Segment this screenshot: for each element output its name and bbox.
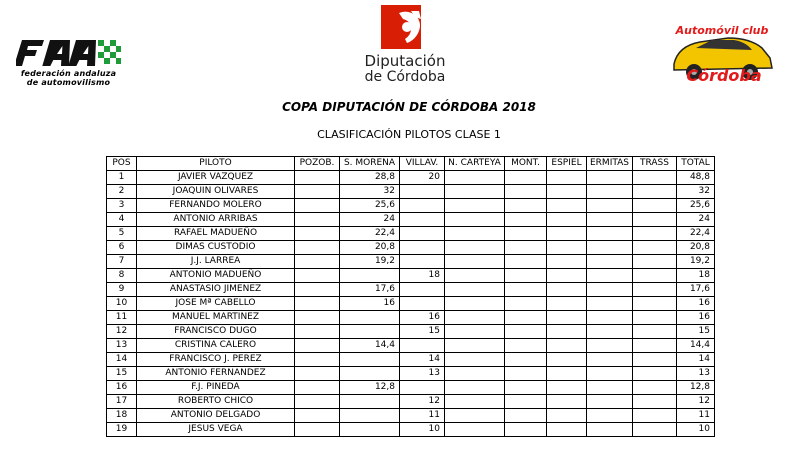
cell-total: 24 [677,213,715,227]
cell-ermitas [587,423,633,437]
cell-piloto: ANTONIO DELGADO [137,409,295,423]
cell-montilla [505,185,547,199]
cell-trass [633,311,677,325]
column-header-villaviciosa: VILLAV. [400,157,445,171]
cell-pos: 8 [107,269,137,283]
cell-total: 16 [677,297,715,311]
column-header-espiel: ESPIEL [547,157,587,171]
cell-total: 16 [677,311,715,325]
cell-nueva-carteya [445,227,505,241]
cell-pozoblanco [295,199,340,213]
cell-nueva-carteya [445,339,505,353]
cell-pos: 3 [107,199,137,213]
cell-nueva-carteya [445,241,505,255]
cell-pos: 14 [107,353,137,367]
cell-pozoblanco [295,241,340,255]
cell-pos: 5 [107,227,137,241]
cell-sierra-morena [340,409,400,423]
cell-piloto: ANTONIO FERNANDEZ [137,367,295,381]
cell-nueva-carteya [445,297,505,311]
cell-espiel [547,353,587,367]
cell-piloto: ROBERTO CHICO [137,395,295,409]
cell-trass [633,241,677,255]
cell-villaviciosa [400,213,445,227]
cell-nueva-carteya [445,269,505,283]
cell-total: 12 [677,395,715,409]
cell-trass [633,367,677,381]
faa-name-line1: federación andaluza [20,69,117,78]
cell-trass [633,395,677,409]
cell-total: 19,2 [677,255,715,269]
cell-villaviciosa [400,185,445,199]
cell-trass [633,353,677,367]
cell-montilla [505,269,547,283]
table-row [107,367,715,381]
cell-pozoblanco [295,269,340,283]
cell-villaviciosa [400,199,445,213]
cell-montilla [505,409,547,423]
column-header-piloto: PILOTO [137,157,295,171]
cell-sierra-morena [340,269,400,283]
cell-trass [633,339,677,353]
column-header-pos: POS [107,157,137,171]
cell-piloto: MANUEL MARTINEZ [137,311,295,325]
cell-piloto: JOSE Mª CABELLO [137,297,295,311]
cell-sierra-morena: 17,6 [340,283,400,297]
cell-espiel [547,395,587,409]
cell-villaviciosa [400,339,445,353]
cell-nueva-carteya [445,311,505,325]
cell-villaviciosa: 10 [400,423,445,437]
cell-villaviciosa [400,227,445,241]
cell-montilla [505,311,547,325]
cell-ermitas [587,325,633,339]
cell-montilla [505,227,547,241]
cell-pozoblanco [295,409,340,423]
cell-piloto: ANASTASIO JIMENEZ [137,283,295,297]
page-subtitle: CLASIFICACIÓN PILOTOS CLASE 1 [317,128,501,141]
cell-piloto: JOAQUIN OLIVARES [137,185,295,199]
cell-espiel [547,423,587,437]
cell-ermitas [587,227,633,241]
cell-nueva-carteya [445,423,505,437]
cell-sierra-morena: 22,4 [340,227,400,241]
table-row [107,185,715,199]
table-row [107,381,715,395]
cell-espiel [547,185,587,199]
table-row [107,339,715,353]
cell-total: 17,6 [677,283,715,297]
cell-pos: 19 [107,423,137,437]
faa-checkered-flag-logo [16,38,121,68]
cell-ermitas [587,255,633,269]
cell-piloto: ANTONIO ARRIBAS [137,213,295,227]
diputacion-subname: de Córdoba [364,69,446,85]
cell-piloto: CRISTINA CALERO [137,339,295,353]
cell-piloto: JAVIER VAZQUEZ [137,171,295,185]
column-header-trass: TRASS [633,157,677,171]
page-title: COPA DIPUTACIÓN DE CÓRDOBA 2018 [282,100,536,114]
cell-piloto: FRANCISCO J. PEREZ [137,353,295,367]
cell-trass [633,423,677,437]
cell-sierra-morena: 32 [340,185,400,199]
cell-espiel [547,339,587,353]
table-body [107,171,715,437]
cell-total: 20,8 [677,241,715,255]
cell-pos: 13 [107,339,137,353]
cell-trass [633,255,677,269]
cell-trass [633,171,677,185]
cell-ermitas [587,367,633,381]
cell-sierra-morena: 14,4 [340,339,400,353]
cell-piloto: FERNANDO MOLERO [137,199,295,213]
cell-pos: 4 [107,213,137,227]
cell-villaviciosa [400,297,445,311]
cell-espiel [547,241,587,255]
cell-pos: 18 [107,409,137,423]
cell-sierra-morena: 19,2 [340,255,400,269]
cell-ermitas [587,213,633,227]
cell-pos: 10 [107,297,137,311]
cell-trass [633,227,677,241]
cell-sierra-morena: 24 [340,213,400,227]
table-row [107,283,715,297]
column-header-montilla: MONT. [505,157,547,171]
cell-villaviciosa: 11 [400,409,445,423]
cell-trass [633,325,677,339]
cell-montilla [505,423,547,437]
cell-total: 32 [677,185,715,199]
cell-sierra-morena [340,423,400,437]
column-header-sierra-morena: S. MORENA [340,157,400,171]
cell-villaviciosa: 20 [400,171,445,185]
cell-trass [633,269,677,283]
cell-pozoblanco [295,185,340,199]
classification-table [106,156,715,437]
cell-pos: 17 [107,395,137,409]
cell-total: 11 [677,409,715,423]
cell-espiel [547,381,587,395]
cell-piloto: J.J. LARREA [137,255,295,269]
table-row [107,325,715,339]
table-row [107,353,715,367]
column-header-total: TOTAL [677,157,715,171]
table-row [107,199,715,213]
cell-total: 12,8 [677,381,715,395]
cell-trass [633,297,677,311]
cell-montilla [505,325,547,339]
cell-pos: 16 [107,381,137,395]
cell-ermitas [587,241,633,255]
cell-sierra-morena [340,395,400,409]
table-row [107,227,715,241]
cell-montilla [505,199,547,213]
cell-total: 15 [677,325,715,339]
cell-espiel [547,283,587,297]
cell-pos: 2 [107,185,137,199]
cell-ermitas [587,199,633,213]
cell-trass [633,409,677,423]
cell-espiel [547,297,587,311]
cell-piloto: F.J. PINEDA [137,381,295,395]
table-row [107,423,715,437]
cell-total: 14,4 [677,339,715,353]
cell-sierra-morena: 20,8 [340,241,400,255]
diputacion-emblem-icon [381,5,429,49]
cell-piloto: ANTONIO MADUEÑO [137,269,295,283]
diputacion-name: Diputación [364,52,446,70]
cell-montilla [505,367,547,381]
faa-logo [6,38,131,88]
cell-espiel [547,171,587,185]
cell-espiel [547,213,587,227]
cell-villaviciosa: 14 [400,353,445,367]
cell-ermitas [587,381,633,395]
faa-name-line2: de automovilismo [26,78,111,87]
cell-pozoblanco [295,339,340,353]
cell-espiel [547,227,587,241]
cell-pos: 6 [107,241,137,255]
table-row [107,409,715,423]
cell-ermitas [587,283,633,297]
cell-sierra-morena [340,353,400,367]
cell-pozoblanco [295,227,340,241]
column-header-ermitas: ERMITAS [587,157,633,171]
cell-trass [633,199,677,213]
cell-sierra-morena: 12,8 [340,381,400,395]
table-row [107,269,715,283]
cell-nueva-carteya [445,409,505,423]
cell-pos: 11 [107,311,137,325]
cell-trass [633,381,677,395]
cell-pozoblanco [295,353,340,367]
cell-total: 10 [677,423,715,437]
club-name-top: Automóvil club [675,24,769,37]
cell-montilla [505,381,547,395]
cell-pozoblanco [295,395,340,409]
cell-espiel [547,367,587,381]
cell-pozoblanco [295,297,340,311]
cell-pos: 1 [107,171,137,185]
cell-espiel [547,269,587,283]
cell-nueva-carteya [445,283,505,297]
cell-villaviciosa [400,283,445,297]
cell-trass [633,185,677,199]
cell-sierra-morena [340,325,400,339]
cell-espiel [547,325,587,339]
cell-pozoblanco [295,255,340,269]
cell-pozoblanco [295,325,340,339]
table-row [107,241,715,255]
cell-villaviciosa [400,381,445,395]
cell-sierra-morena [340,367,400,381]
cell-pozoblanco [295,311,340,325]
cell-nueva-carteya [445,199,505,213]
cell-piloto: DIMAS CUSTODIO [137,241,295,255]
cell-pozoblanco [295,171,340,185]
cell-ermitas [587,185,633,199]
cell-total: 22,4 [677,227,715,241]
cell-ermitas [587,339,633,353]
cell-nueva-carteya [445,255,505,269]
column-header-nueva-carteya: N. CARTEYA [445,157,505,171]
table-row [107,255,715,269]
cell-sierra-morena [340,311,400,325]
cell-villaviciosa [400,255,445,269]
cell-total: 48,8 [677,171,715,185]
cell-montilla [505,171,547,185]
cell-montilla [505,339,547,353]
cell-ermitas [587,297,633,311]
cell-villaviciosa: 15 [400,325,445,339]
cell-nueva-carteya [445,185,505,199]
cell-nueva-carteya [445,213,505,227]
club-name-bottom: Córdoba [686,66,762,85]
cell-espiel [547,409,587,423]
automovil-club-logo [666,22,778,88]
cell-total: 14 [677,353,715,367]
table-header-row [107,157,715,171]
cell-trass [633,283,677,297]
table-row [107,171,715,185]
cell-villaviciosa: 16 [400,311,445,325]
cell-pozoblanco [295,423,340,437]
cell-villaviciosa [400,241,445,255]
cell-total: 18 [677,269,715,283]
cell-trass [633,213,677,227]
cell-villaviciosa: 18 [400,269,445,283]
cell-montilla [505,297,547,311]
cell-ermitas [587,311,633,325]
cell-pozoblanco [295,381,340,395]
cell-sierra-morena: 25,6 [340,199,400,213]
cell-ermitas [587,395,633,409]
cell-piloto: JESUS VEGA [137,423,295,437]
cell-nueva-carteya [445,325,505,339]
column-header-pozoblanco: POZOB. [295,157,340,171]
cell-nueva-carteya [445,395,505,409]
cell-sierra-morena: 28,8 [340,171,400,185]
table-row [107,311,715,325]
table-row [107,297,715,311]
cell-pos: 12 [107,325,137,339]
cell-montilla [505,241,547,255]
cell-pozoblanco [295,213,340,227]
cell-villaviciosa: 12 [400,395,445,409]
cell-piloto: RAFAEL MADUEÑO [137,227,295,241]
cell-pos: 9 [107,283,137,297]
cell-espiel [547,311,587,325]
cell-espiel [547,255,587,269]
cell-villaviciosa: 13 [400,367,445,381]
cell-ermitas [587,409,633,423]
table-row [107,213,715,227]
cell-pozoblanco [295,283,340,297]
cell-ermitas [587,171,633,185]
cell-ermitas [587,269,633,283]
diputacion-logo [355,5,455,87]
cell-espiel [547,199,587,213]
cell-nueva-carteya [445,367,505,381]
cell-montilla [505,353,547,367]
table-row [107,395,715,409]
cell-pozoblanco [295,367,340,381]
cell-montilla [505,255,547,269]
cell-piloto: FRANCISCO DUGO [137,325,295,339]
cell-sierra-morena: 16 [340,297,400,311]
cell-pos: 7 [107,255,137,269]
cell-nueva-carteya [445,353,505,367]
cell-montilla [505,283,547,297]
cell-nueva-carteya [445,171,505,185]
cell-nueva-carteya [445,381,505,395]
cell-pos: 15 [107,367,137,381]
cell-total: 13 [677,367,715,381]
cell-montilla [505,213,547,227]
cell-ermitas [587,353,633,367]
cell-total: 25,6 [677,199,715,213]
cell-montilla [505,395,547,409]
